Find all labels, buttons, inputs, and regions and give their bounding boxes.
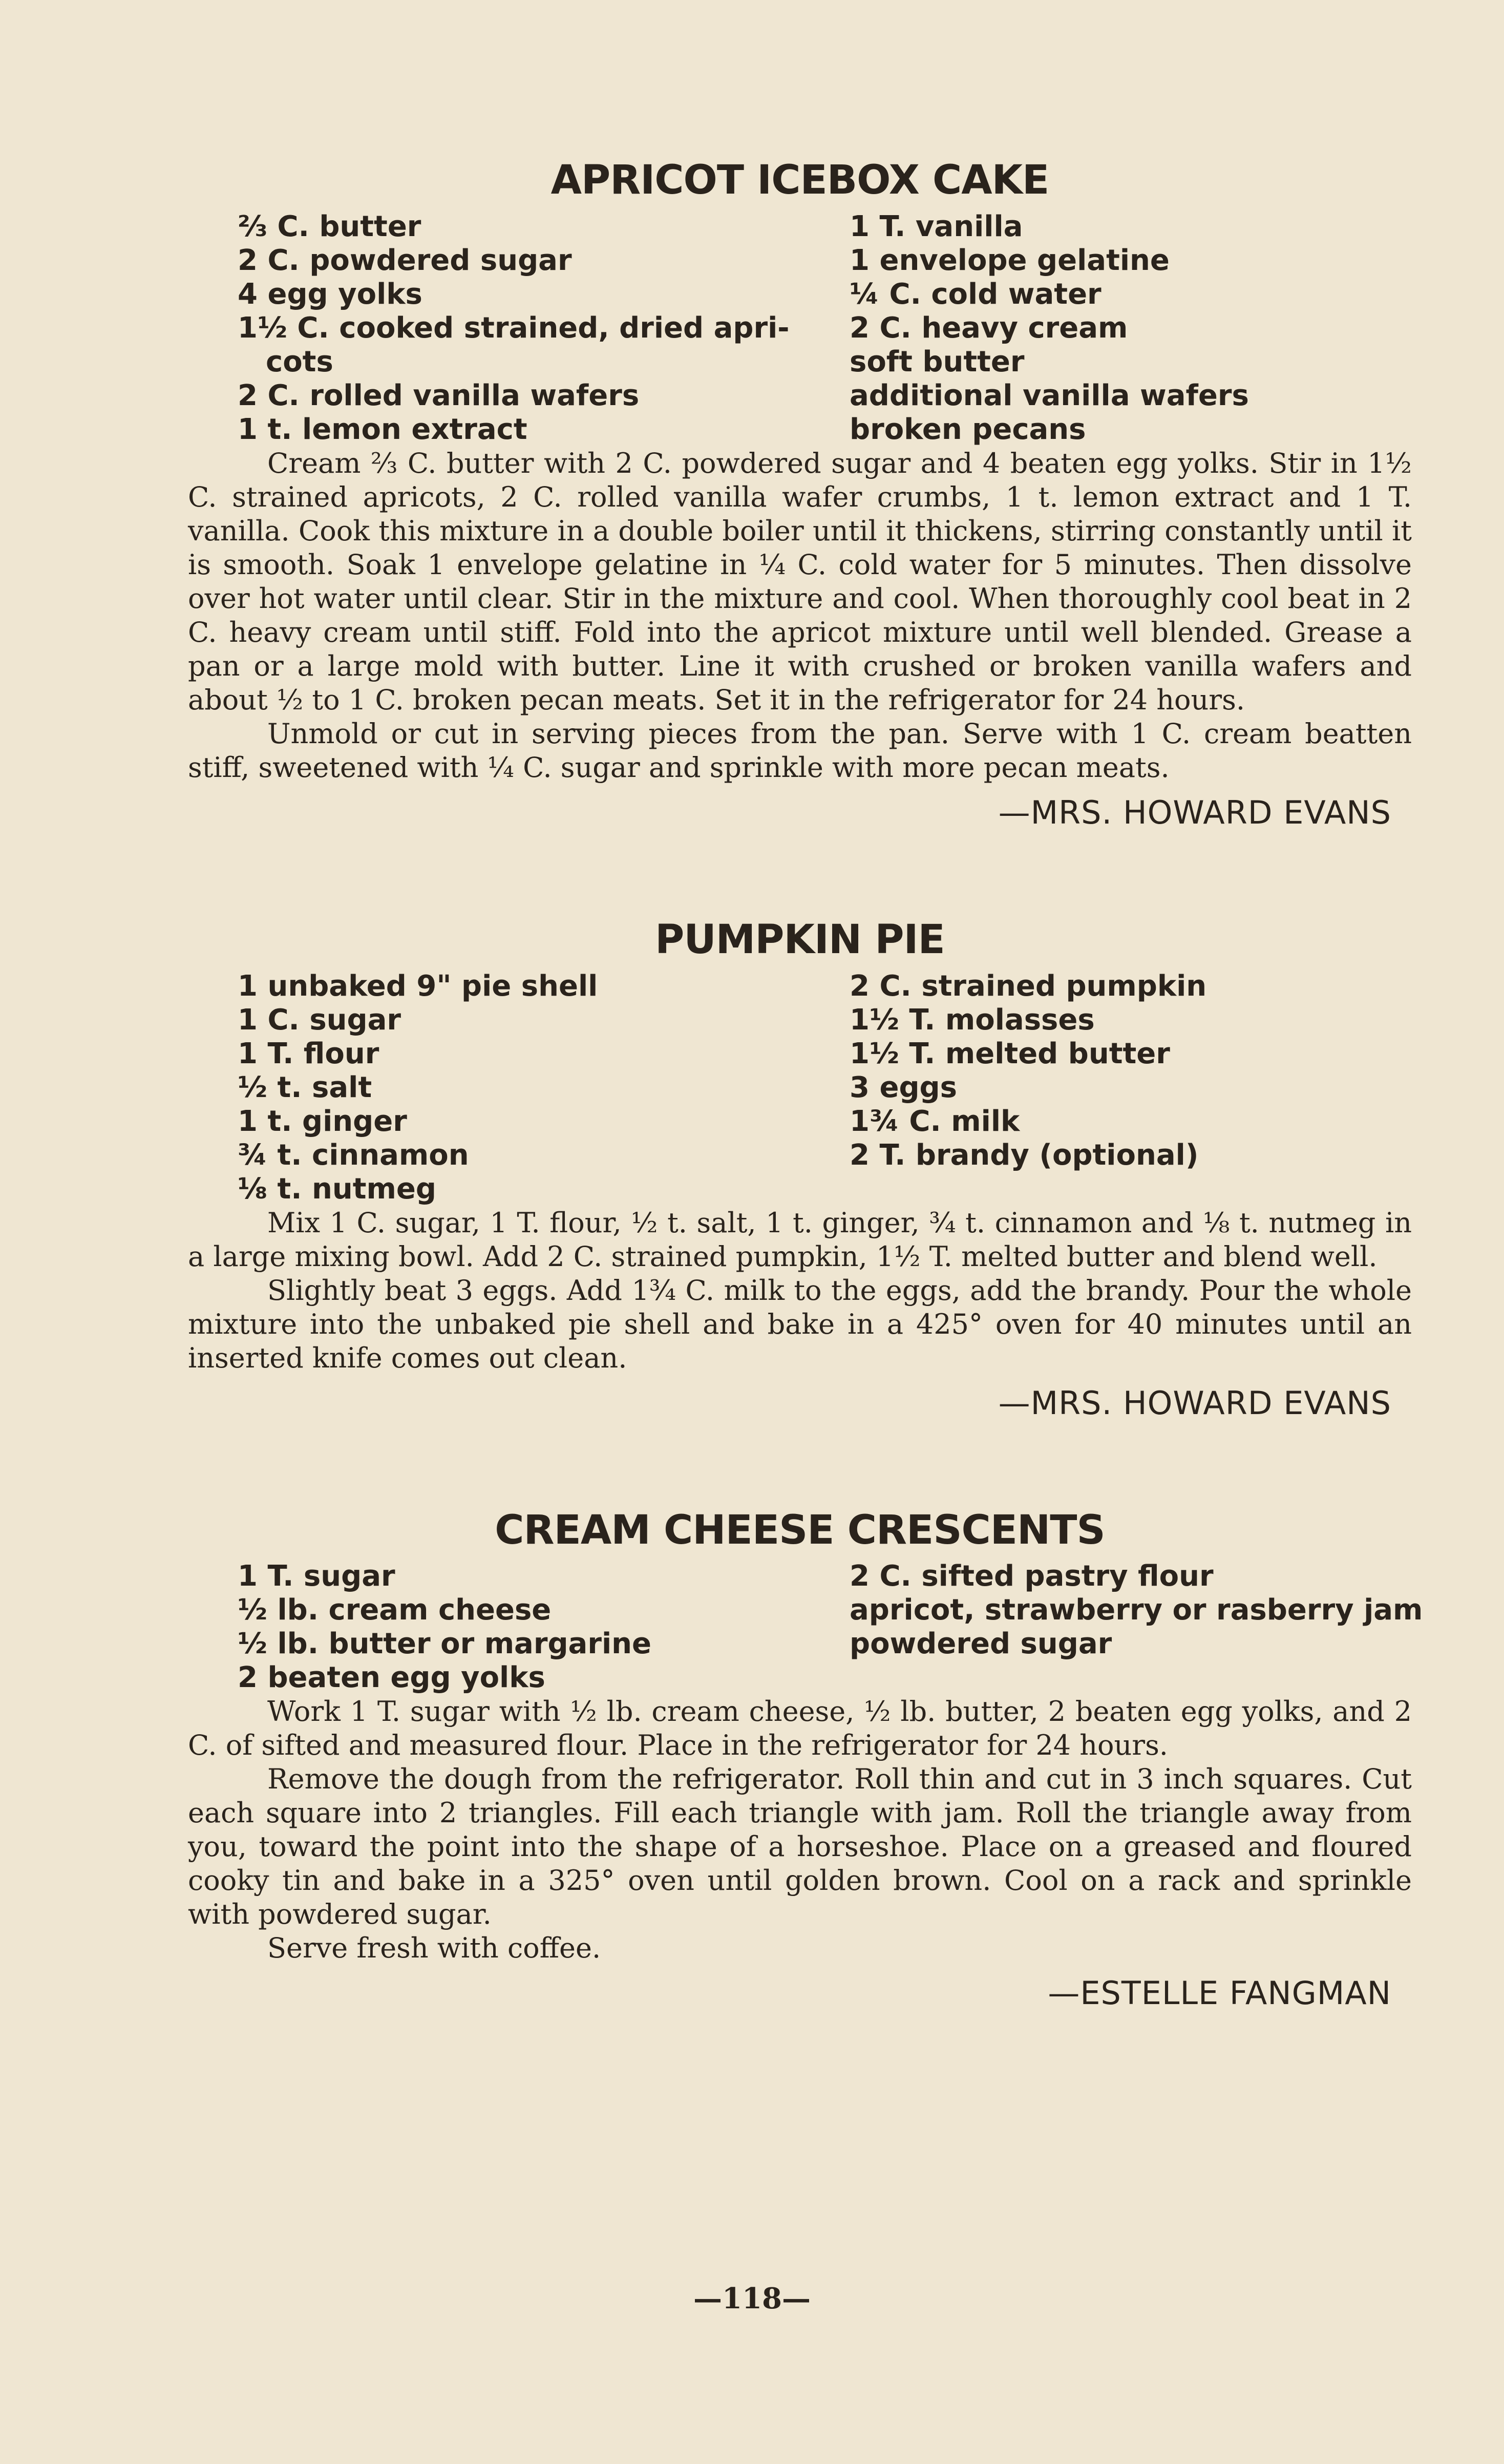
ingredient-list: [188, 970, 1412, 1206]
ingredient: 1 T. flour: [238, 1037, 379, 1070]
ingredient: 2 C. heavy cream: [850, 311, 1128, 345]
ingredient: 4 egg yolks: [238, 277, 422, 311]
recipe-title: CREAM CHEESE CRESCENTS: [495, 1507, 1105, 1553]
ingredient: ¼ C. cold water: [850, 277, 1101, 311]
ingredient: 2 C. rolled vanilla wafers: [238, 378, 640, 412]
ingredient: powdered sugar: [850, 1627, 1112, 1661]
instructions-paragraph: Work 1 T. sugar with ½ lb. cream cheese, ½ lb. butter, 2 beaten egg yolks, and 2 C. of sifted and measured flour. Place in the refrigerator for 24 hours.: [188, 1695, 1412, 1762]
ingredient: 1 T. sugar: [238, 1560, 395, 1593]
ingredient: 1 C. sugar: [238, 1003, 401, 1037]
recipe-credit: —ESTELLE FANGMAN: [1048, 1974, 1391, 2012]
instructions-paragraph: Remove the dough from the refrigerator. Roll thin and cut in 3 inch squares. Cut each square into 2 triangles. Fill each triangle with jam. Roll the triangle away from you, toward the point into the shape of a horseshoe. Place on a greased and floured cooky tin and bake in a 325° oven until golden brown. Cool on a rack and sprinkle with powdered sugar.: [188, 1763, 1412, 1931]
instructions-paragraph: Mix 1 C. sugar, 1 T. flour, ½ t. salt, 1 t. ginger, ¾ t. cinnamon and ⅛ t. nutmeg in a large mixing bowl. Add 2 C. strained pumpkin, 1½ T. melted butter and blend well.: [188, 1206, 1412, 1273]
ingredient: 1 t. ginger: [238, 1104, 407, 1138]
ingredient: 2 beaten egg yolks: [238, 1661, 545, 1695]
ingredient: 1 unbaked 9" pie shell: [238, 969, 598, 1003]
ingredient-list: [188, 210, 1412, 447]
instructions-paragraph: Slightly beat 3 eggs. Add 1¾ C. milk to the eggs, add the brandy. Pour the whole mixture into the unbaked pie shell and bake in a 425° oven for 40 minutes until an inserted knife comes out clean.: [188, 1274, 1412, 1374]
ingredient-continuation: cots: [266, 345, 333, 378]
recipe-credit: —MRS. HOWARD EVANS: [998, 793, 1391, 831]
ingredient: ¾ t. cinnamon: [238, 1138, 469, 1172]
recipe-title: APRICOT ICEBOX CAKE: [550, 157, 1049, 203]
instructions-paragraph: Serve fresh with coffee.: [267, 1932, 601, 1965]
ingredient: ⅛ t. nutmeg: [238, 1172, 436, 1206]
ingredient: soft butter: [850, 345, 1025, 378]
instructions-paragraph: Unmold or cut in serving pieces from the pan. Serve with 1 C. cream beatten stiff, sweetened with ¼ C. sugar and sprinkle with more pecan meats.: [188, 717, 1412, 784]
ingredient: 2 T. brandy (optional): [850, 1138, 1199, 1172]
ingredient: 3 eggs: [850, 1070, 957, 1104]
ingredient-column-right: [850, 1560, 1423, 1695]
recipe-cream-cheese-crescents: [188, 1507, 1423, 2012]
ingredient: ⅔ C. butter: [238, 209, 421, 243]
ingredient: 1 t. lemon extract: [238, 412, 527, 446]
ingredient: ½ lb. butter or margarine: [238, 1627, 651, 1661]
ingredient: ½ t. salt: [238, 1070, 372, 1104]
ingredient: ½ lb. cream cheese: [238, 1593, 552, 1627]
recipe-credit: —MRS. HOWARD EVANS: [998, 1384, 1391, 1422]
ingredient: additional vanilla wafers: [850, 378, 1249, 412]
ingredient-column-right: [850, 210, 1412, 447]
ingredient: broken pecans: [850, 412, 1086, 446]
recipe-pumpkin-pie: [188, 918, 1412, 1422]
ingredient: 1¾ C. milk: [850, 1104, 1020, 1138]
ingredient: 2 C. strained pumpkin: [850, 969, 1207, 1003]
ingredient: 2 C. powdered sugar: [238, 243, 572, 277]
ingredient: 1 T. vanilla: [850, 209, 1023, 243]
recipe-apricot-icebox-cake: [188, 159, 1412, 831]
page-number: —118—: [693, 2282, 811, 2315]
ingredient: apricot, strawberry or rasberry jam: [850, 1593, 1423, 1627]
ingredient: 1½ T. melted butter: [850, 1037, 1170, 1070]
ingredient-column-left: [238, 970, 850, 1206]
ingredient-column-left: [238, 210, 850, 447]
ingredient: 1 envelope gelatine: [850, 243, 1170, 277]
instructions-paragraph: Cream ⅔ C. butter with 2 C. powdered sugar and 4 beaten egg yolks. Stir in 1½ C. strained apricots, 2 C. rolled vanilla wafer crumbs, 1 t. lemon extract and 1 T. vanilla. Cook this mixture in a double boiler until it thickens, stirring constantly until it is smooth. Soak 1 envelope gelatine in ¼ C. cold water for 5 minutes. Then dissolve over hot water until clear. Stir in the mixture and cool. When thoroughly cool beat in 2 C. heavy cream until stiff. Fold into the apricot mixture until well blended. Grease a pan or a large mold with butter. Line it with crushed or broken vanilla wafers and about ½ to 1 C. broken pecan meats. Set it in the refrigerator for 24 hours.: [188, 447, 1412, 716]
ingredient-column-left: [238, 1560, 850, 1695]
ingredient: 2 C. sifted pastry flour: [850, 1560, 1214, 1593]
ingredient-column-right: [850, 970, 1412, 1206]
recipe-title: PUMPKIN PIE: [655, 916, 945, 963]
ingredient-list: [188, 1560, 1423, 1695]
ingredient: 1½ C. cooked strained, dried apri-: [238, 311, 790, 345]
ingredient: 1½ T. molasses: [850, 1003, 1095, 1037]
